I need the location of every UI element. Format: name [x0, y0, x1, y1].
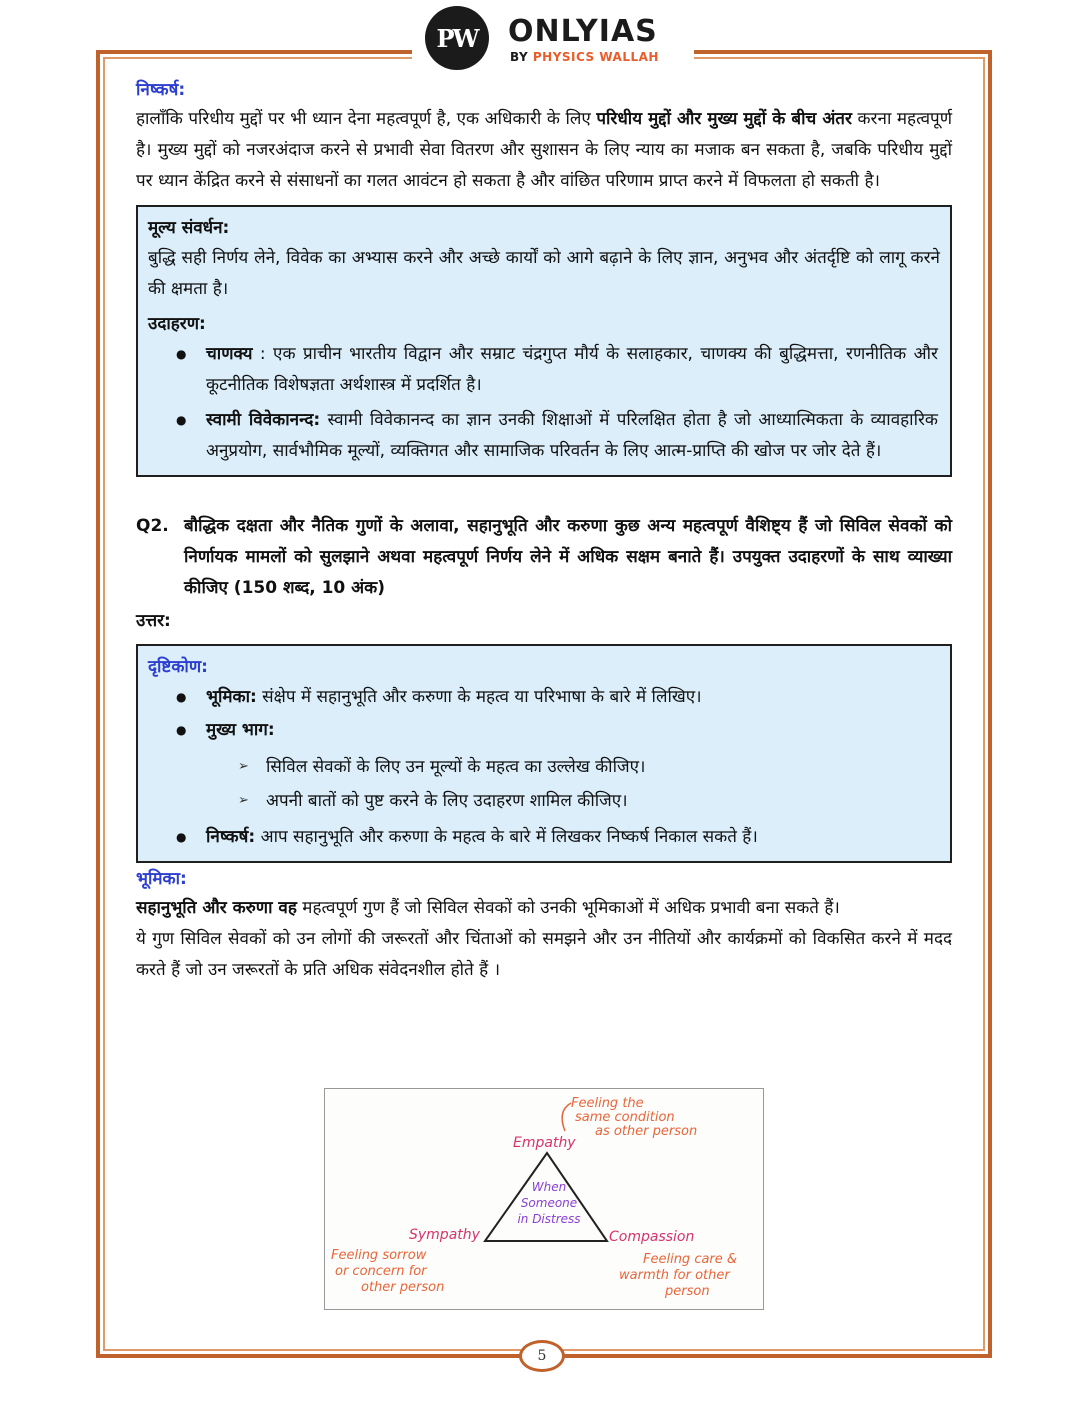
example-label: चाणक्य	[206, 344, 253, 364]
approach-list	[148, 682, 940, 853]
value-definition: बुद्धि सही निर्णय लेने, विवेक का अभ्यास करने और अच्छे कार्यों को आगे बढ़ाने के लिए ज्ञान, अनुभव और अंतर्दृष्टि को लागू करने की क्षमता है।	[148, 248, 940, 299]
examples-list	[148, 339, 940, 467]
empathy-triangle-figure	[324, 1088, 764, 1310]
approach-body-points	[206, 750, 938, 818]
empathy-note-line: as other person	[595, 1124, 698, 1139]
intro-text-1: महत्वपूर्ण गुण हैं जो सिविल सेवकों को उनकी भूमिकाओं में अधिक प्रभावी बना सकते हैं।	[296, 898, 840, 918]
conclusion-text-2: करना महत्वपूर्ण है। मुख्य मुद्दों को नजरअंदाज करने से प्रभावी सेवा वितरण और सुशासन के लिए न्याय का मजाक बन सकता है, जबकि परिधीय मुद्दों पर ध्यान केंद्रित करने से संसाधनों का गलत आवंटन हो सकता है और वांछित परिणाम प्राप्त करने में विफलता हो सकती है।	[136, 109, 952, 191]
tagline-prefix: BY	[510, 50, 533, 64]
approach-body-label: मुख्य भाग:	[206, 720, 275, 740]
compassion-note-line: warmth for other	[619, 1268, 730, 1283]
example-label: स्वामी विवेकानन्द:	[206, 410, 321, 430]
question-block	[136, 511, 952, 604]
approach-item-intro	[206, 682, 940, 713]
intro-heading: भूमिका:	[136, 869, 187, 889]
conclusion-text-1: हालाँकि परिधीय मुद्दों पर भी ध्यान देना महत्वपूर्ण है, एक अधिकारी के लिए	[136, 109, 597, 129]
sympathy-label: Sympathy	[409, 1227, 480, 1243]
center-text-line: in Distress	[517, 1212, 581, 1226]
example-text: : एक प्राचीन भारतीय विद्वान और सम्राट चंद्रगुप्त मौर्य के सलाहकार, चाणक्य की बुद्धिमत्ता, रणनीतिक और कूटनीतिक विशेषज्ञता अर्थशास्त्र में प्रदर्शित है।	[206, 344, 938, 395]
tagline-accent: PHYSICS WALLAH	[532, 50, 659, 64]
approach-conclusion-label: निष्कर्ष:	[206, 827, 256, 847]
question-number: Q2.	[136, 516, 169, 536]
approach-body-point: ➢ सिविल सेवकों के लिए उन मूल्यों के महत्व का उल्लेख कीजिए।	[266, 750, 938, 784]
answer-label: उत्तर:	[136, 611, 171, 631]
conclusion-text-bold: परिधीय मुद्दों और मुख्य मुद्दों के बीच अंतर	[596, 109, 852, 129]
approach-item-conclusion	[206, 822, 940, 853]
value-box-title: मूल्य संवर्धन:	[148, 218, 230, 238]
brand-tagline	[510, 50, 659, 64]
intro-bold-lead: सहानुभूति और करुणा वह	[136, 898, 297, 918]
compassion-note-line: person	[665, 1284, 710, 1299]
pw-logo: PW	[425, 6, 489, 70]
empathy-note-line: Feeling the	[571, 1096, 644, 1111]
sympathy-note-line: Feeling sorrow	[331, 1248, 427, 1263]
approach-intro-text: संक्षेप में सहानुभूति और करुणा के महत्व या परिभाषा के बारे में लिखिए।	[256, 687, 702, 707]
intro-paragraph-1	[136, 893, 952, 924]
question-text: बौद्धिक दक्षता और नैतिक गुणों के अलावा, सहानुभूति और करुणा कुछ अन्य महत्वपूर्ण वैशिष्ट्य हैं जो सिविल सेवकों को निर्णायक मामलों को सुलझाने अथवा महत्वपूर्ण निर्णय लेने में अधिक सक्षम बनाते हैं। उपयुक्त उदाहरणों के साथ व्याख्या कीजिए (150 शब्द, 10 अंक)	[184, 516, 952, 598]
empathy-label: Empathy	[513, 1135, 576, 1151]
value-addition-box	[136, 205, 952, 477]
triangle-diagram	[325, 1089, 765, 1311]
approach-box	[136, 644, 952, 863]
sympathy-note-line: other person	[361, 1280, 445, 1295]
empathy-note-line: same condition	[575, 1110, 675, 1125]
conclusion-paragraph	[136, 104, 952, 197]
examples-title: उदाहरण:	[148, 314, 206, 334]
page-content	[136, 76, 952, 986]
approach-body-point: ➢ अपनी बातों को पुष्ट करने के लिए उदाहरण शामिल कीजिए।	[266, 784, 938, 818]
brand-name: ONLYIAS	[508, 14, 658, 49]
page-number: 5	[519, 1340, 565, 1372]
approach-item-body	[206, 715, 940, 818]
intro-paragraph-2: ये गुण सिविल सेवकों को उन लोगों की जरूरतों और चिंताओं को समझने और उन नीतियों और कार्यक्रमों को विकसित करने में मदद करते हैं जो उन जरूरतों के प्रति अधिक संवेदनशील होते हैं ।	[136, 929, 952, 980]
compassion-label: Compassion	[609, 1229, 695, 1245]
sympathy-note-line: or concern for	[335, 1264, 427, 1279]
approach-title: दृष्टिकोण:	[148, 657, 208, 677]
center-text-line: Someone	[520, 1196, 578, 1210]
example-text: स्वामी विवेकानन्द का ज्ञान उनकी शिक्षाओं में परिलक्षित होता है जो आध्यात्मिकता के व्यावहारिक अनुप्रयोग, सार्वभौमिक मूल्यों, व्यक्तिगत और सामाजिक परिवर्तन के लिए आत्म-प्राप्ति की खोज पर जोर देते हैं।	[206, 410, 938, 461]
approach-intro-label: भूमिका:	[206, 687, 257, 707]
approach-conclusion-text: आप सहानुभूति और करुणा के महत्व के बारे में लिखकर निष्कर्ष निकाल सकते हैं।	[255, 827, 758, 847]
example-item	[206, 339, 940, 401]
conclusion-heading: निष्कर्ष:	[136, 80, 186, 100]
compassion-note-line: Feeling care &	[643, 1252, 738, 1267]
center-text-line: When	[531, 1180, 567, 1194]
example-item	[206, 405, 940, 467]
empathy-arrow	[562, 1103, 571, 1131]
